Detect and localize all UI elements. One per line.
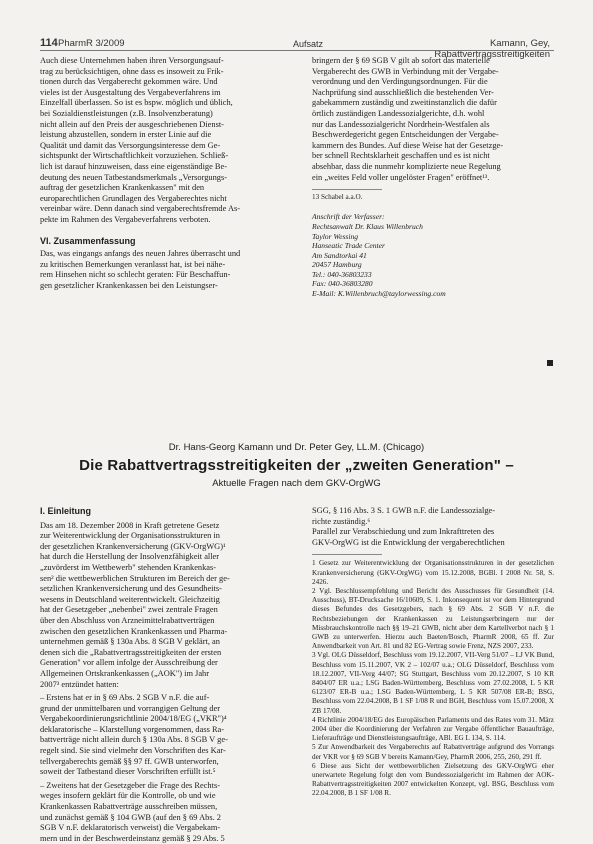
text-line: sichtspunkt der Wirtschaftlichkeit vorzuziehen. Schließ- — [40, 151, 229, 161]
text-line: über den Abschluss von Arzneimittelrabattverträgen — [40, 615, 215, 625]
text-line: vieles ist der Ausgestaltung des Vergabeverfahrens im — [40, 87, 221, 97]
text-line: Das, was eingangs anfangs des neuen Jahres überrascht und — [40, 249, 241, 259]
author-address — [312, 212, 554, 298]
text-line: trag zu berücksichtigen, ohne dass es insoweit zu Frik- — [40, 66, 224, 76]
text-line: der gesetzlichen Krankenversicherung (GKV-OrgWG)¹ — [40, 541, 226, 551]
footnote-6: 6 Diese aus Sicht der wettbewerblichen Zielsetzung des GKV-OrgWG eher unerwartete Regelung folgt den vom Bundessozialgericht im Rahmen der AOK-Rabattvertragsstreitigkeiten 2007 entwickelten Konzept, vgl. BSG, Beschluss vom 22.04.2008, B 1 SF 1/08 R. — [312, 761, 554, 798]
footnote-5: 5 Zur Anwendbarkeit des Vergaberechts auf Rabattverträge aufgrund des Vorrangs der VKR vor § 69 SGB V bereits Kamann/Gey, PharmR 2006, 255, 260, 291 ff. — [312, 743, 554, 761]
text-line: Qualität und damit das Versorgungsinteresse dem Ge- — [40, 140, 221, 150]
text-line: Das am 18. Dezember 2008 in Kraft getretene Gesetz — [40, 520, 220, 530]
text-line: kammern des Bundes. Auf diese Weise hat der Gesetzge- — [312, 140, 504, 150]
address-line: Fax: 040-36803280 — [312, 279, 373, 289]
text-line: weges insofern geklärt für die Kontrolle, ob und wie — [40, 791, 216, 801]
text-line: auftrag der gesetzlichen Krankenkassen" mit den — [40, 183, 205, 193]
text-line: sen² die wettbewerblichen Strukturen im Bereich der ge- — [40, 573, 230, 583]
text-line: Generation" vor allem infolge der Ausschreibung der — [40, 658, 218, 668]
text-line: bringern der § 69 SGB V gilt ab sofort das materielle — [312, 56, 490, 65]
text-line: 2007³ entzündet hatten: — [40, 679, 119, 689]
text-line: GKV-OrgWG ist die Entwicklung der vergaberechtlichen — [312, 537, 505, 547]
footnote-rule — [312, 189, 382, 190]
text-line: nur das Landessozialgericht Nordrhein-Westfalen als — [312, 119, 490, 129]
article-subtitle: Aktuelle Fragen nach dem GKV-OrgWG — [212, 478, 381, 489]
text-line: Nachprüfung sind ausschließlich die bestehenden Ver- — [312, 87, 494, 97]
text-line: lich ist darauf hinzuweisen, dass eine eigenständige Be- — [40, 161, 227, 171]
footnote-rule — [312, 554, 382, 555]
text-line: vereinbar wäre. Denn danach sind vergaberechtsfremde As- — [40, 204, 241, 214]
text-line: zur Weiterentwicklung der Organisationsstrukturen in — [40, 531, 220, 541]
text-line: grund der unmittelbaren und vorrangigen Geltung der — [40, 703, 221, 713]
text-line: Beschwerdegericht gegen Entscheidungen der Vergabe- — [312, 130, 499, 140]
text-line: SGG, § 116 Abs. 3 S. 1 GWB n.F. die Landessozialge- — [312, 506, 496, 515]
text-line: gabekammern zuständig und zweitinstanzlich die dafür — [312, 98, 497, 108]
top-left-paragraph — [40, 56, 290, 226]
text-line: leistung abzustellen, sondern in erster Linie auf die — [40, 130, 212, 140]
footnotes-list — [312, 559, 554, 798]
text-line: Parallel zur Verabschiedung und zum Inkrafttreten des — [312, 527, 495, 537]
text-line: tellvergaberechts gemäß §§ 97 ff. GWB unterworfen, — [40, 756, 219, 766]
address-line: Tel.: 040-36803233 — [312, 269, 372, 279]
running-title: Kamann, Gey, Rabattvertragsstreitigkeiten — [434, 38, 550, 60]
text-line: örtlich zuständigen Landessozialgerichte, d.h. wohl — [312, 108, 485, 118]
text-line: denen sich die „Rabattvertragsstreitigkeiten der ersten — [40, 647, 222, 657]
footnote-1: 1 Gesetz zur Weiterentwicklung der Organisationsstrukturen in der gesetzlichen Krankenversicherung (GKV-OrgWG) vom 15.12.2008, BGBl. I 2008 Nr. 58, S. 2426. — [312, 559, 554, 586]
section-label: Aufsatz — [292, 39, 323, 49]
text-line: Auch diese Unternehmen haben ihren Versorgungsauf- — [40, 56, 224, 65]
summary-paragraph — [40, 249, 290, 291]
text-line: wesens in Deutschland weiterentwickelt. Gleichzeitig — [40, 594, 220, 604]
header-rule — [40, 50, 554, 51]
address-line: Rechtsanwalt Dr. Klaus Willenbruch — [312, 221, 423, 231]
address-line: Am Sandtorkai 41 — [312, 250, 367, 260]
article-title: Die Rabattvertragsstreitigkeiten der „zweiten Generation" – — [79, 457, 514, 474]
address-line: Taylor Wessing — [312, 231, 359, 241]
section-heading-intro: I. Einleitung — [40, 506, 91, 516]
text-line: Vergabekoordinierungsrichtlinie 2004/18/EG („VKR")⁴ — [40, 714, 227, 724]
address-line: E-Mail: K.Willenbruch@taylorwessing.com — [312, 289, 446, 299]
top-right-column — [312, 56, 554, 299]
address-line: 20457 Hamburg — [312, 260, 362, 270]
text-line: nicht allein auf den Preis der ausgeschriebenen Dienst- — [40, 119, 224, 129]
footnote-3: 3 Vgl. OLG Düsseldorf, Beschluss vom 19.12.2007, VII-Verg 51/07 – LJ VK Bund, Beschluss vom 15.11.2007, VK 2 – 102/07 u.a.; OLG Düsseldorf, Beschluss vom 18.12.2007, VII-Verg 44/07; SG Stuttgart, Beschluss vom 20.12.2007, S 10 KR 8404/07 ER u.a.; LSG Baden-Württemberg, Beschluss vom 27.02.2008, L 5 KR 6123/07 ER-B u.a.; LSG Baden-Württemberg, L 5 KR 507/08 ER-B; BSG, Beschluss vom 22.04.2008, B 1 SF 1/08 R und BGH, Beschluss vom 15.07.2008, X ZB 17/08. — [312, 651, 554, 715]
text-line: deklaratorische – Klarstellung vorgenommen, dass Ra- — [40, 724, 225, 734]
text-line: regelt sind. Sie sind vielmehr den Vorschriften des Kar- — [40, 746, 226, 756]
text-line: „zuvörderst im Wettbewerb" stehenden Krankenkas- — [40, 562, 217, 572]
page-number: 114 — [40, 37, 58, 49]
text-line: pekte im Rahmen des Vergabeverfahrens verboten. — [40, 214, 211, 224]
top-right-paragraph — [312, 56, 554, 183]
text-line: absehbar, dass die nunmehr komplizierte neue Regelung — [312, 161, 501, 171]
text-line: Krankenkassen Rabattverträge ausschreiben müssen, — [40, 802, 218, 812]
text-line: SGB V n.F. deklaratorisch verweist) die Vergabekam- — [40, 823, 221, 833]
text-line: rem Hinsehen nicht so schlecht geraten: Für Beschaffun- — [40, 270, 231, 280]
text-line: richte zuständig.⁶ — [312, 516, 371, 526]
bottom-right-column — [312, 506, 554, 799]
footnote-2: 2 Vgl. Beschlussempfehlung und Bericht des Ausschusses für Gesundheit (14. Ausschuss), BT-Drucksache 16/10609, S. 1. Inkonsequent ist vor dem Hintergrund dieses Befundes des Gesetzgebers, nach § 69 Abs. 2 SGB V n.F. die Rechtsbeziehungen der Krankenkassen zu Leistungserbringern nur der Missbrauchskontrolle nach §§ 19–21 GWB, nicht aber dem Kartellverbot nach § 1 GWB zu unterwerfen. Hierzu auch Baeten/Bosch, PharmR 2008, 65 ff. Zur Anwendbarkeit von Art. 81 und 82 EG-Vertrag sowie Frenz, NZS 2007, 233. — [312, 586, 554, 651]
text-line: zu kritischen Bemerkungen veranlasst hat, ist bei nähe- — [40, 259, 226, 269]
text-line: gen gesetzlicher Krankenkassen bei den Leistungser- — [40, 280, 218, 290]
journal-name: PharmR 3/2009 — [58, 38, 125, 49]
address-line: Hanseatic Trade Center — [312, 241, 385, 251]
text-line: unternehmen gemäß § 130a Abs. 8 SGB V geklärt, an — [40, 637, 220, 647]
text-line: verordnung und den Verdingungsordnungen. Für die — [312, 77, 488, 87]
text-line: hat der Gesetzgeber „nebenbei" zwei zentrale Fragen — [40, 605, 218, 615]
text-line: ber schnell Rechtsklarheit geschaffen und es ist nicht — [312, 151, 490, 161]
end-of-article-mark — [547, 360, 553, 366]
address-intro: Anschrift der Verfasser: — [312, 212, 385, 222]
text-line: Allgemeinen Ortskrankenkassen („AOK") im Jahr — [40, 668, 210, 678]
section-heading-summary: VI. Zusammenfassung — [40, 235, 136, 246]
text-line: europarechtlichen Grundlagen des Vergaberechtes nicht — [40, 193, 227, 203]
text-line: Einzelfall überlassen. So ist es bspw. möglich und üblich, — [40, 98, 233, 108]
text-line: Vergaberecht des GWB in Verbindung mit der Vergabe- — [312, 66, 499, 76]
text-line: – Erstens hat er in § 69 Abs. 2 SGB V n.F. die auf- — [40, 693, 210, 703]
text-line: mern und in der Beschwerdeinstanz gemäß § 29 Abs. 5 — [40, 833, 225, 843]
text-line: ein „weites Feld voller ungelöster Fragen" eröffnet¹³. — [312, 172, 490, 182]
text-line: setzlichen Krankenversicherung und des Gesundheits- — [40, 584, 222, 594]
text-line: zwischen den gesetzlichen Krankenkassen und Pharma- — [40, 626, 228, 636]
top-left-column — [40, 56, 290, 291]
text-line: bei Sozialdienstleistungen (z.B. Insolvenzberatung) — [40, 108, 213, 118]
bottom-left-column — [40, 506, 290, 844]
footnote-13: 13 Schabel a.a.O. — [312, 193, 363, 202]
text-line: battverträge nicht allein durch § 130a Abs. 8 SGB V ge- — [40, 735, 228, 745]
text-line: deutung des neuen Tatbestandsmerkmals „Versorgungs- — [40, 172, 228, 182]
text-line: soweit der Tatbestand dieser Vorschriften erfüllt ist.⁵ — [40, 767, 216, 777]
text-line: hat durch die Herstellung der Insolvenzfähigkeit aller — [40, 552, 220, 562]
footnote-4: 4 Richtlinie 2004/18/EG des Europäischen Parlaments und des Rates vom 31. März 2004 über die Koordinierung der Verfahren zur Vergabe öffentlicher Bauaufträge, Lieferaufträge und Dienstleistungsaufträge, ABl. EG L 134, S. 114. — [312, 715, 554, 743]
article-authors: Dr. Hans-Georg Kamann und Dr. Peter Gey, LL.M. (Chicago) — [168, 442, 425, 453]
text-line: tionen durch das Vergaberecht gekommen wäre. Und — [40, 77, 218, 87]
text-line: und zunächst gemäß § 104 GWB (auf den § 69 Abs. 2 — [40, 812, 221, 822]
text-line: – Zweitens hat der Gesetzgeber die Frage des Rechts- — [40, 780, 220, 790]
